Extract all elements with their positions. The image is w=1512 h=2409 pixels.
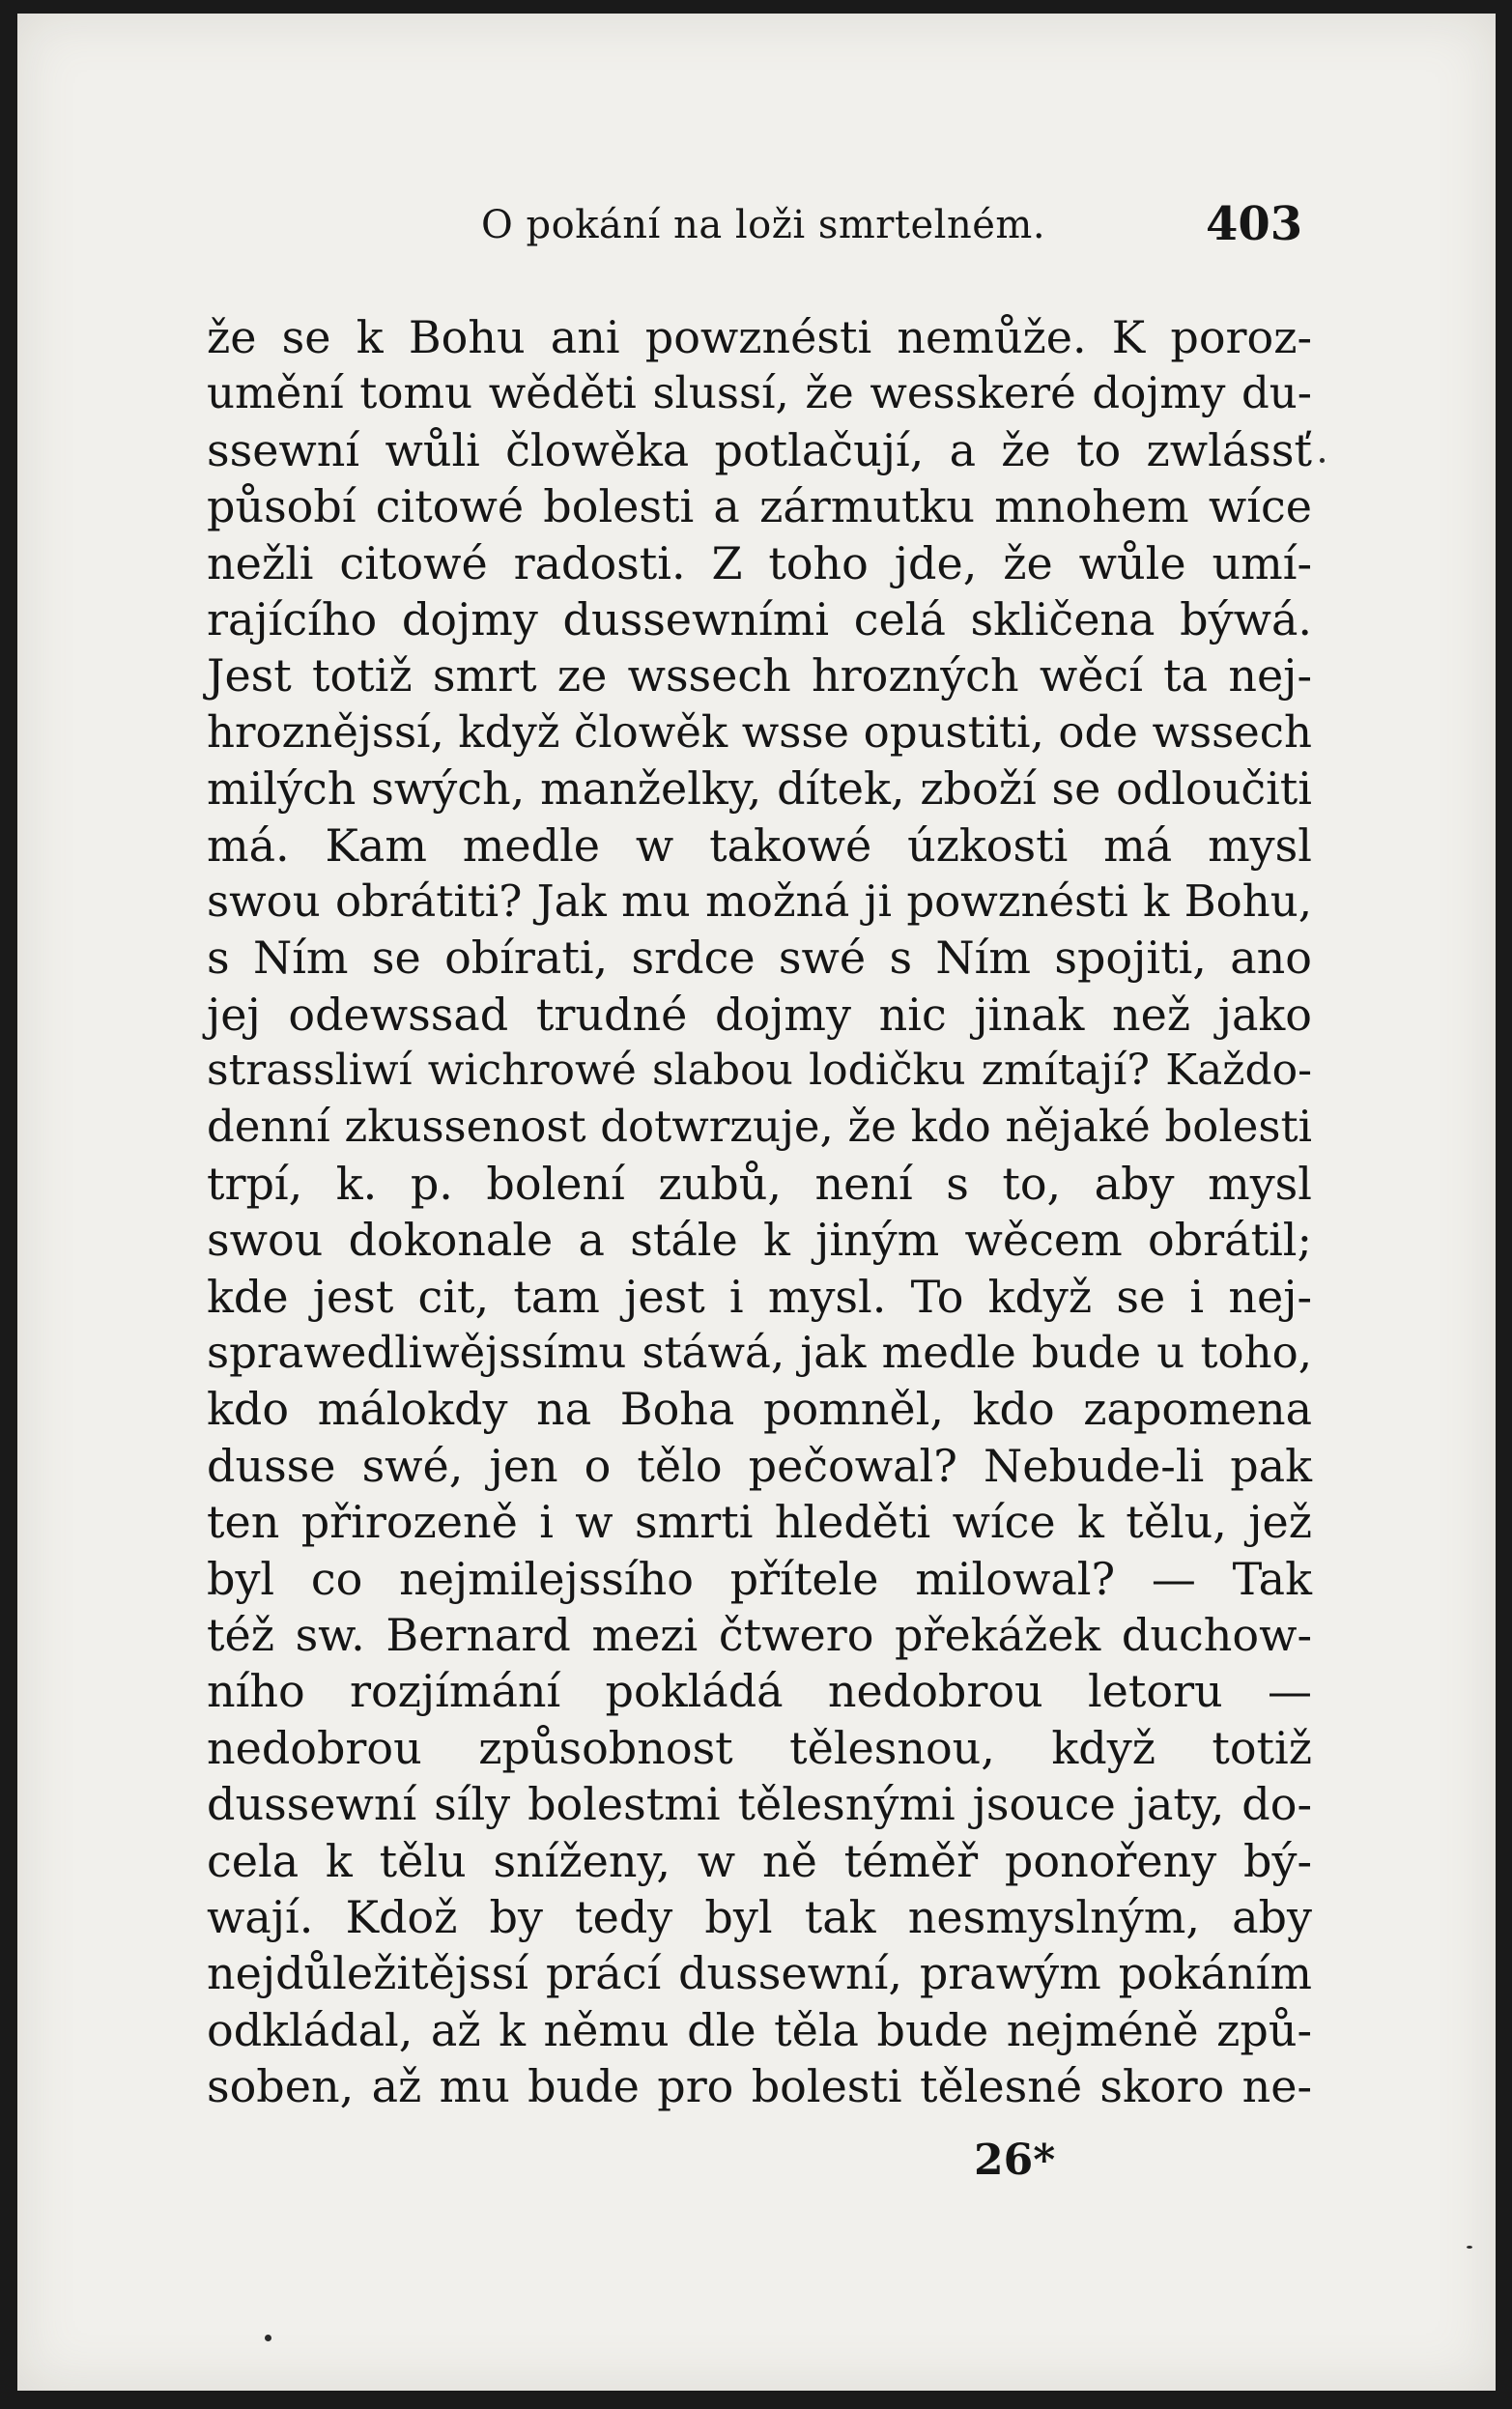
text-line: umění tomu wěděti slussí, že wesskeré dojmy du- xyxy=(207,367,1312,419)
text-line: nežli citowé radosti. Z toho jde, že wůle umí- xyxy=(207,536,1312,589)
text-line: byl co nejmilejssího přítele milowal? — Tak xyxy=(207,1552,1312,1605)
text-line: odkládal, až k němu dle těla bude nejméně způ- xyxy=(207,2003,1312,2056)
text-line: nedobrou způsobnost tělesnou, když totiž xyxy=(207,1721,1312,1774)
signature-mark: 26* xyxy=(974,2136,1056,2185)
book-page xyxy=(17,14,1496,2391)
page-header xyxy=(17,197,1496,271)
text-line: že se k Bohu ani powznésti nemůže. K poroz- xyxy=(207,311,1312,363)
text-line: denní zkussenost dotwrzuje, že kdo nějaké bolesti xyxy=(207,1101,1312,1153)
text-line: trpí, k. p. bolení zubů, není s to, aby mysl xyxy=(207,1157,1312,1210)
body-text xyxy=(207,309,1312,2115)
text-line: má. Kam medle w takowé úzkosti má mysl xyxy=(207,818,1312,872)
text-line: ního rozjímání pokládá nedobrou letoru — xyxy=(207,1665,1312,1718)
text-line: působí citowé bolesti a zármutku mnohem wíce xyxy=(207,480,1312,533)
text-line: hroznějssí, když člowěk wsse opustiti, ode wssech xyxy=(207,705,1312,758)
text-line: Jest totiž smrt ze wssech hrozných wěcí ta nej- xyxy=(207,649,1312,703)
text-line: wají. Kdož by tedy byl tak nesmyslným, aby xyxy=(207,1890,1312,1943)
text-line: strassliwí wichrowé slabou lodičku zmítají? Každo- xyxy=(207,1046,1312,1096)
text-line: jej odewssad trudné dojmy nic jinak než jako xyxy=(207,988,1312,1041)
text-line: ten přirozeně i w smrti hleděti wíce k tělu, jež xyxy=(207,1496,1312,1549)
text-line: dusse swé, jen o tělo pečowal? Nebude-li pak xyxy=(207,1439,1312,1492)
text-line: cela k tělu sníženy, w ně téměř ponořeny bý- xyxy=(207,1834,1312,1887)
text-line: swou obrátiti? Jak mu možná ji powznésti k Bohu, xyxy=(207,875,1312,927)
text-line: s Ním se obírati, srdce swé s Ním spojiti, ano xyxy=(207,932,1312,985)
text-line: sprawedliwějssímu stáwá, jak medle bude u toho, xyxy=(207,1327,1312,1379)
text-line: též sw. Bernard mezi čtwero překážek duchow- xyxy=(207,1608,1312,1661)
ink-speck xyxy=(265,2335,271,2341)
text-line: swou dokonale a stále k jiným wěcem obrátil; xyxy=(207,1214,1312,1267)
page-number: 403 xyxy=(1206,197,1303,251)
text-line: rajícího dojmy dussewními celá skličena býwá. xyxy=(207,592,1312,645)
text-line: nejdůležitějssí prácí dussewní, prawým pokáním xyxy=(207,1947,1312,2000)
text-line: ssewní wůli člowěka potlačují, a že to zwlássť xyxy=(207,423,1312,476)
text-line: soben, až mu bude pro bolesti tělesné skoro ne- xyxy=(207,2060,1312,2113)
ink-speck xyxy=(1467,2246,1472,2249)
ink-speck xyxy=(1320,458,1325,463)
running-title: O pokání na loži smrtelném. xyxy=(481,203,1046,247)
text-line: milých swých, manželky, dítek, zboží se odloučiti xyxy=(207,762,1312,816)
text-line: kde jest cit, tam jest i mysl. To když se i nej- xyxy=(207,1270,1312,1323)
text-line: dussewní síly bolestmi tělesnými jsouce jaty, do- xyxy=(207,1778,1312,1831)
text-line: kdo málokdy na Boha pomněl, kdo zapomena xyxy=(207,1383,1312,1436)
